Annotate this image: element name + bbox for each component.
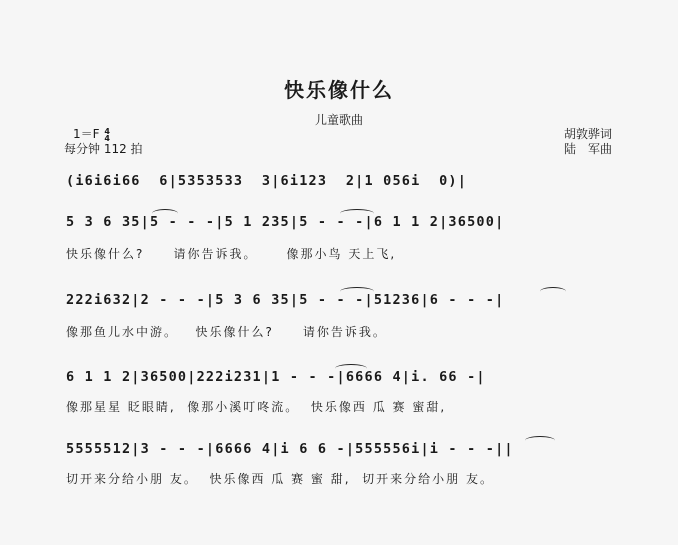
- notation-line-3: 6 1 1 2|36500|222i231|1 - - -|6666 4|i. 66 -|: [66, 369, 486, 385]
- time-signature: [104, 128, 110, 142]
- lyricist-credit: 胡敦骅词: [563, 127, 612, 141]
- composer-credit: 陆 军曲: [563, 142, 612, 156]
- notation-line-1: 5 3 6 35|5 - - -|5 1 235|5 - - -|6 1 1 2|36500|: [66, 214, 505, 230]
- tie-arc: [540, 287, 566, 296]
- tie-arc: [340, 209, 374, 218]
- time-signature-top: 4: [104, 126, 110, 136]
- lyrics-line-1: 快乐像什么? 请你告诉我。 像那小鸟 天上飞,: [66, 247, 397, 261]
- tie-arc: [152, 209, 178, 218]
- notation-line-2: 222i632|2 - - -|5 3 6 35|5 - - -|51236|6 - - -|: [66, 292, 505, 308]
- song-title: 快乐像什么: [284, 78, 394, 102]
- tie-arc: [525, 436, 555, 445]
- tie-arc: [335, 364, 367, 373]
- key-signature: [73, 126, 110, 142]
- key-label: 1＝F: [73, 127, 100, 141]
- song-genre: 儿童歌曲: [314, 113, 363, 127]
- tie-arc: [340, 287, 374, 296]
- tempo-marking: 每分钟 112 拍: [64, 142, 143, 156]
- notation-line-4: 5555512|3 - - -|6666 4|i 6 6 -|555556i|i - - -||: [66, 441, 514, 457]
- lyrics-line-3: 像那星星 眨眼睛, 像那小溪叮咚流。 快乐像西 瓜 赛 蜜甜,: [66, 400, 447, 414]
- time-signature-bottom: 4: [104, 133, 110, 143]
- lyrics-line-2: 像那鱼儿水中游。 快乐像什么? 请你告诉我。: [66, 325, 387, 339]
- lyrics-line-4: 切开来分给小朋 友。 快乐像西 瓜 赛 蜜 甜, 切开来分给小朋 友。: [66, 472, 494, 486]
- notation-line-intro: (i6i6i66 6|5353533 3|6i123 2|1 056i 0)|: [66, 173, 468, 189]
